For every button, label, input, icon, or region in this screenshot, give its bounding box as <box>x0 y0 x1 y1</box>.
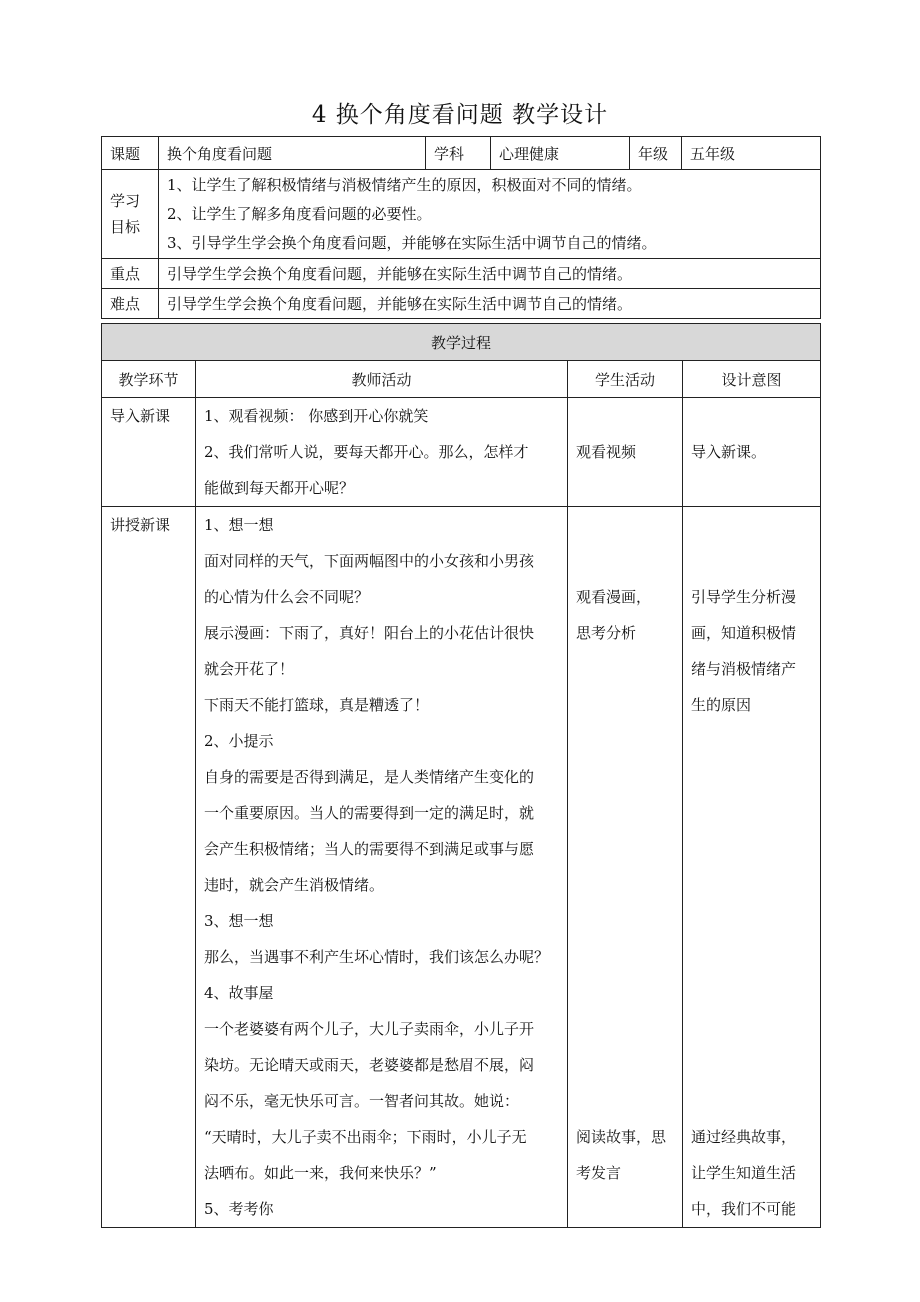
grade-label: 年级 <box>630 137 682 170</box>
goals-list <box>159 170 821 259</box>
teacher-activity-teach <box>196 507 568 1228</box>
topic-label: 课题 <box>102 137 159 170</box>
text-line: 染坊。无论晴天或雨天，老婆婆都是愁眉不展，闷 <box>204 1056 535 1074</box>
text-line: 会产生积极情绪；当人的需要得不到满足或事与愿 <box>204 840 535 858</box>
design-intent-teach <box>683 507 821 1228</box>
text-line: 面对同样的天气，下面两幅图中的小女孩和小男孩 <box>204 552 535 570</box>
text-line: 观看视频 <box>576 443 637 461</box>
text-line: 4、故事屋 <box>204 984 274 1002</box>
text-line: 中，我们不可能 <box>691 1200 797 1218</box>
text-line: 下雨天不能打篮球，真是糟透了！ <box>204 696 430 714</box>
key-point-value: 引导学生学会换个角度看问题，并能够在实际生活中调节自己的情绪。 <box>159 259 821 289</box>
text-line: 法晒布。如此一来，我何来快乐？” <box>204 1164 437 1182</box>
text-line: 一个重要原因。当人的需要得到一定的满足时，就 <box>204 804 535 822</box>
text-line: 观看漫画， <box>576 588 652 606</box>
text-line: 展示漫画：下雨了，真好！阳台上的小花估计很快 <box>204 624 535 642</box>
text-line: 思考分析 <box>576 624 637 642</box>
grade-value: 五年级 <box>682 137 821 170</box>
column-header-student: 学生活动 <box>568 361 683 398</box>
goal-item: 3、引导学生学会换个角度看问题，并能够在实际生活中调节自己的情绪。 <box>167 233 657 252</box>
goals-label-line: 目标 <box>110 218 141 236</box>
student-activity-intro <box>568 398 683 507</box>
text-line: 3、想一想 <box>204 912 274 930</box>
goal-item: 1、让学生了解积极情绪与消极情绪产生的原因，积极面对不同的情绪。 <box>167 175 642 194</box>
text-line: 2、小提示 <box>204 732 274 750</box>
text-line: 画，知道积极情 <box>691 624 797 642</box>
text-line: 考发言 <box>576 1164 622 1182</box>
process-header: 教学过程 <box>102 324 821 361</box>
difficult-point-value: 引导学生学会换个角度看问题，并能够在实际生活中调节自己的情绪。 <box>159 289 821 319</box>
text-line: 能做到每天都开心呢？ <box>204 479 355 497</box>
text-line: 就会开花了！ <box>204 660 295 678</box>
text-line: 的心情为什么会不同呢？ <box>204 588 370 606</box>
teaching-process-table <box>101 323 821 1228</box>
text-line: 生的原因 <box>691 696 752 714</box>
subject-label: 学科 <box>426 137 491 170</box>
key-point-label: 重点 <box>102 259 159 289</box>
text-line: 2、我们常听人说，要每天都开心。那么，怎样才 <box>204 443 529 461</box>
document-title: 4 换个角度看问题 教学设计 <box>311 102 609 128</box>
course-info-table <box>101 136 821 319</box>
stage-intro <box>102 398 196 507</box>
text-line: 违时，就会产生消极情绪。 <box>204 876 385 894</box>
text-line: 5、考考你 <box>204 1200 274 1218</box>
stage-teach <box>102 507 196 1228</box>
text-line: 1、想一想 <box>204 516 274 534</box>
text-line: 引导学生分析漫 <box>691 588 797 606</box>
goals-label <box>102 170 159 259</box>
text-line: 绪与消极情绪产 <box>691 660 797 678</box>
text-line: 导入新课。 <box>691 443 767 461</box>
design-intent-intro <box>683 398 821 507</box>
text-line: 1、观看视频： 你感到开心你就笑 <box>204 407 429 425</box>
difficult-point-label: 难点 <box>102 289 159 319</box>
text-line: “天晴时，大儿子卖不出雨伞；下雨时，小儿子无 <box>204 1128 527 1146</box>
text-line: 自身的需要是否得到满足，是人类情绪产生变化的 <box>204 768 535 786</box>
stage-label: 导入新课 <box>110 407 171 425</box>
text-line: 让学生知道生活 <box>691 1164 797 1182</box>
goal-item: 2、让学生了解多角度看问题的必要性。 <box>167 204 432 223</box>
stage-label: 讲授新课 <box>110 516 171 534</box>
text-line: 那么，当遇事不利产生坏心情时，我们该怎么办呢？ <box>204 948 550 966</box>
text-line: 通过经典故事， <box>691 1128 797 1146</box>
column-header-intent: 设计意图 <box>683 361 821 398</box>
text-line: 闷不乐，毫无快乐可言。一智者问其故。她说： <box>204 1092 520 1110</box>
goals-label-line: 学习 <box>110 192 141 210</box>
subject-value: 心理健康 <box>491 137 630 170</box>
text-line: 一个老婆婆有两个儿子，大儿子卖雨伞，小儿子开 <box>204 1020 535 1038</box>
column-header-stage: 教学环节 <box>102 361 196 398</box>
column-header-teacher: 教师活动 <box>196 361 568 398</box>
student-activity-teach <box>568 507 683 1228</box>
text-line: 阅读故事，思 <box>576 1128 667 1146</box>
topic-value: 换个角度看问题 <box>159 137 426 170</box>
teacher-activity-intro <box>196 398 568 507</box>
